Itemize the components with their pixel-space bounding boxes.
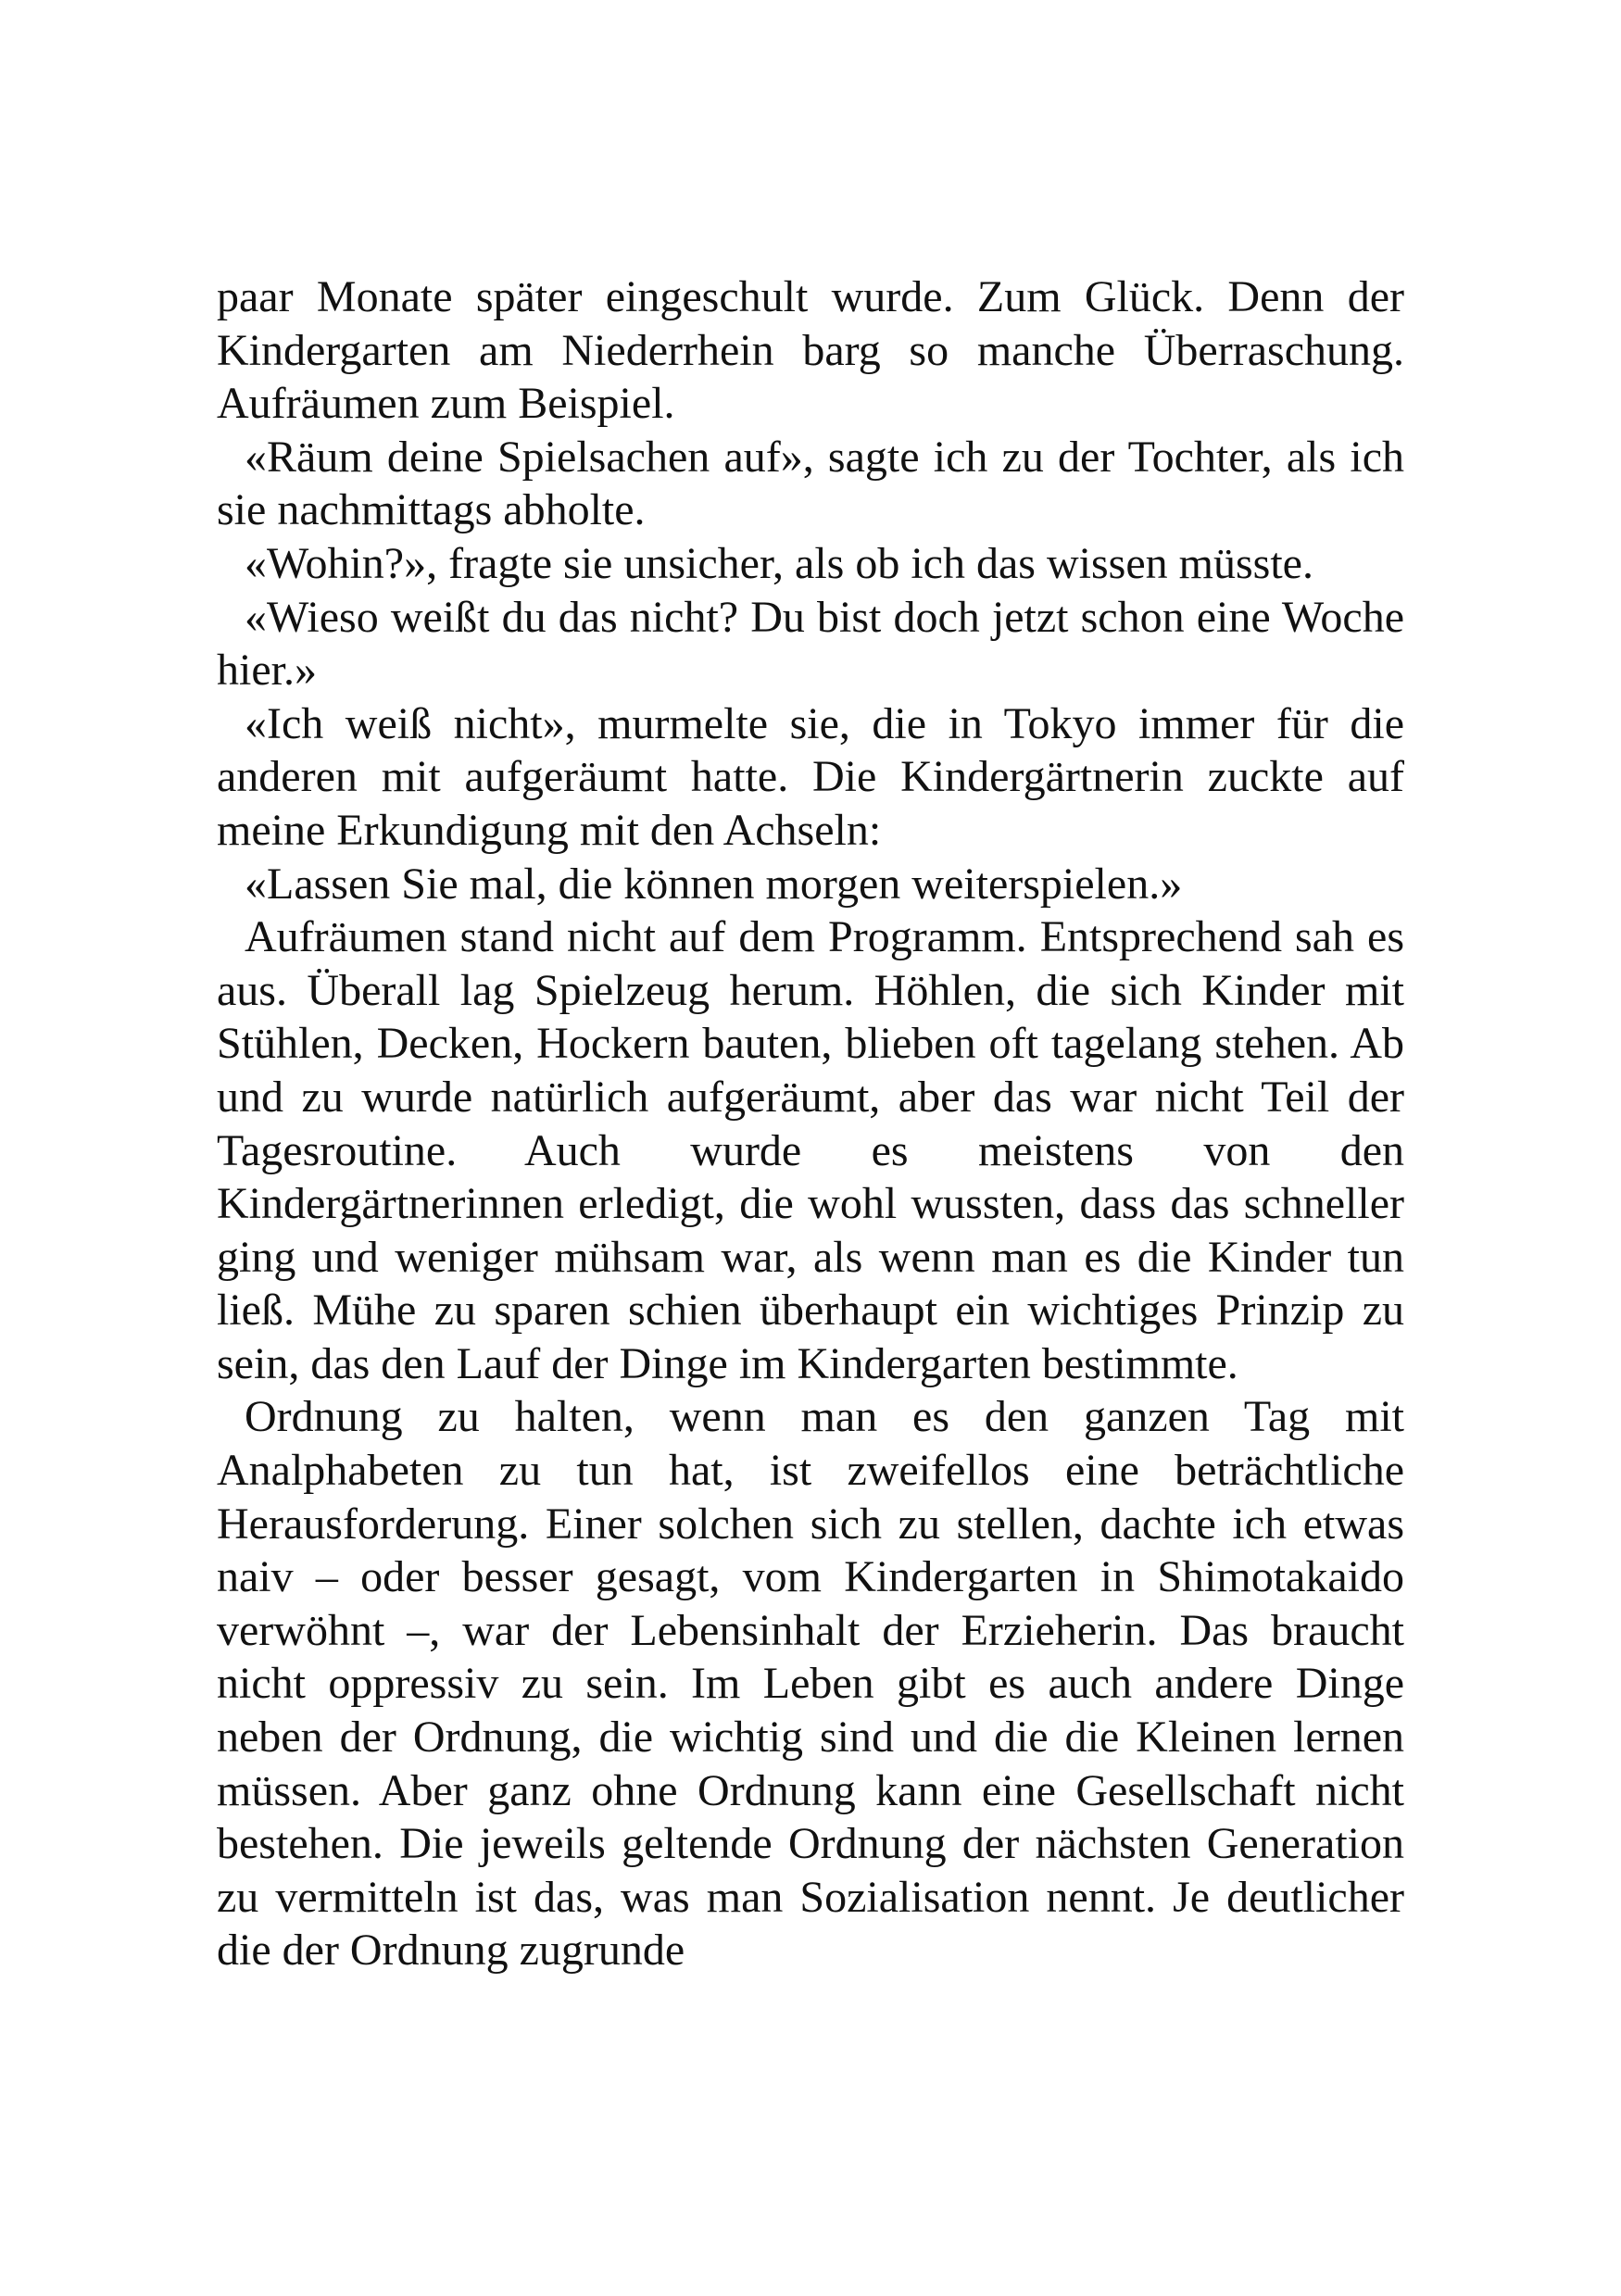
paragraph: Ordnung zu halten, wenn man es den ganzen Tag mit Analphabeten zu tun hat, ist zweifellos eine beträchtliche Herausforderung. Einer solchen sich zu stellen, dachte ich etwas naiv – oder besser gesagt, vom Kindergarten in Shimotakaido verwöhnt –, war der Lebensinhalt der Erzieherin. Das braucht nicht oppressiv zu sein. Im Leben gibt es auch andere Dinge neben der Ordnung, die wichtig sind und die die Kleinen lernen müssen. Aber ganz ohne Ordnung kann eine Gesellschaft nicht bestehen. Die jeweils geltende Ordnung der nächsten Generation zu vermitteln ist das, was man Sozialisation nennt. Je deutlicher die der Ordnung zugrunde — [217, 1392, 1404, 1976]
paragraph: «Ich weiß nicht», murmelte sie, die in Tokyo immer für die anderen mit aufgeräumt hatte. Die Kindergärtnerin zuckte auf meine Erkundigung mit den Achseln: — [217, 698, 1404, 855]
body-text — [217, 270, 1404, 1977]
paragraph: «Wieso weißt du das nicht? Du bist doch jetzt schon eine Woche hier.» — [217, 592, 1404, 696]
paragraph: Aufräumen stand nicht auf dem Programm. Entsprechend sah es aus. Überall lag Spielzeug herum. Höhlen, die sich Kinder mit Stühlen, Decken, Hockern bauten, blieben oft tagelang stehen. Ab und zu wurde natürlich aufgeräumt, aber das war nicht Teil der Tagesroutine. Auch wurde es meistens von den Kindergärtnerinnen erledigt, die wohl wussten, dass das schneller ging und weniger mühsam war, als wenn man es die Kinder tun ließ. Mühe zu sparen schien überhaupt ein wichtiges Prinzip zu sein, das den Lauf der Dinge im Kindergarten bestimmte. — [217, 912, 1404, 1388]
paragraph: «Lassen Sie mal, die können morgen weiterspielen.» — [245, 859, 1183, 909]
paragraph: «Wohin?», fragte sie unsicher, als ob ich das wissen müsste. — [245, 538, 1313, 588]
paragraph: paar Monate später eingeschult wurde. Zum Glück. Denn der Kindergarten am Niederrhein barg so manche Überraschung. Aufräumen zum Beispiel. — [217, 272, 1404, 429]
paragraph: «Räum deine Spielsachen auf», sagte ich zu der Tochter, als ich sie nachmittags abholte. — [217, 432, 1404, 535]
